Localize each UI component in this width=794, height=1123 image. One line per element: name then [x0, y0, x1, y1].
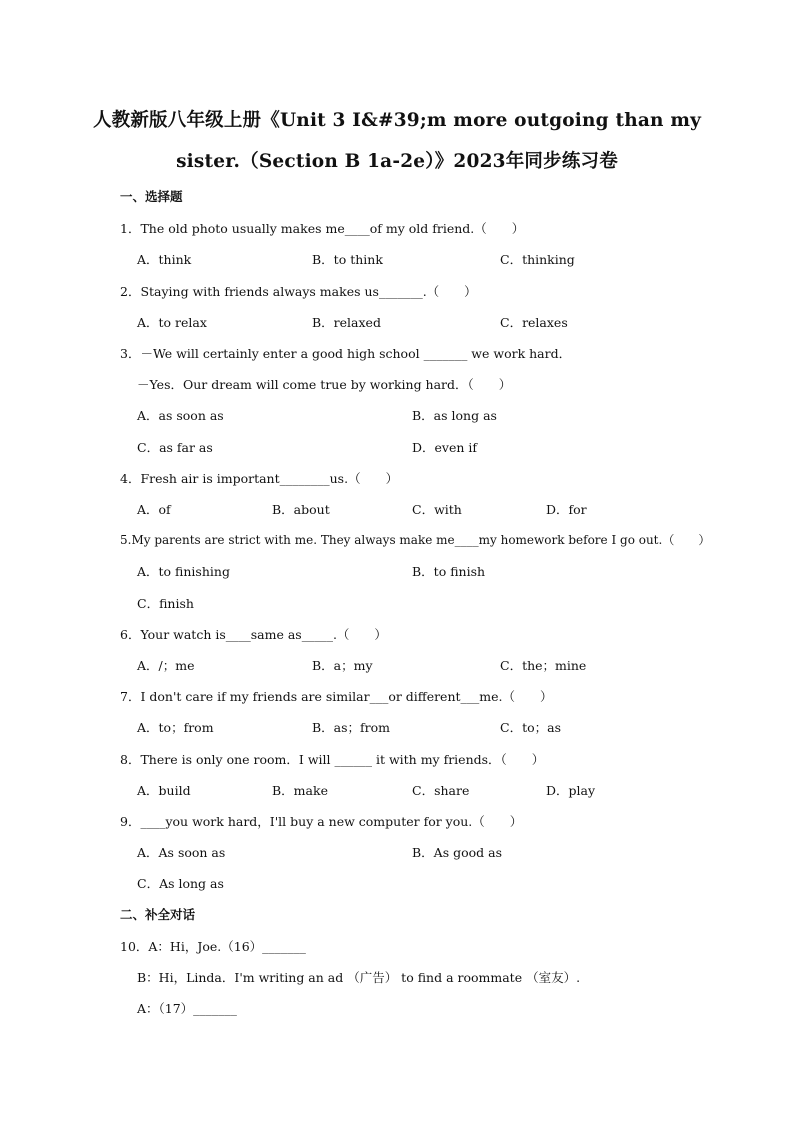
question-9-option-b: B．As good as	[412, 845, 502, 860]
question-1-option-c: C．thinking	[500, 252, 575, 267]
question-8-option-a: A．build	[137, 783, 191, 798]
question-7-option-a: A．to；from	[137, 720, 214, 735]
question-1-option-b: B．to think	[312, 252, 383, 267]
question-8-option-d: D．play	[546, 783, 596, 798]
question-9-option-a: A．As soon as	[137, 845, 226, 860]
question-3-option-a: A．as soon as	[137, 408, 224, 423]
question-3-stem: 3．－We will certainly enter a good high school _______ we work hard．	[120, 346, 572, 361]
question-10-line-b1: B：Hi，Linda．I'm writing an ad （广告） to find a roommate （室友）.	[137, 970, 581, 985]
question-2-stem: 2．Staying with friends always makes us_______.（ ）	[120, 284, 477, 299]
question-3-option-c: C．as far as	[137, 440, 213, 455]
question-8-option-b: B．make	[272, 783, 328, 798]
question-7-option-b: B．as；from	[312, 720, 391, 735]
question-5-option-c: C．finish	[137, 596, 194, 611]
question-2-option-a: A．to relax	[137, 315, 207, 330]
question-4-option-b: B．about	[272, 502, 330, 517]
question-8-option-c: C．share	[412, 783, 470, 798]
doc-title-line-2: sister.（Section B 1a-2e）》2023年同步练习卷	[176, 151, 618, 172]
question-3-stem-reply: －Yes．Our dream will come true by working hard．（ ）	[137, 377, 512, 392]
question-10-line-a1: 10．A：Hi，Joe.（16）_______	[120, 939, 306, 954]
question-9-option-c: C．As long as	[137, 876, 224, 891]
question-4-option-a: A．of	[137, 502, 171, 517]
question-7-stem: 7．I don't care if my friends are similar___or different___me.（ ）	[120, 689, 553, 704]
question-3-option-d: D．even if	[412, 440, 478, 455]
question-3-option-b: B．as long as	[412, 408, 497, 423]
question-5-option-a: A．to finishing	[137, 564, 230, 579]
question-8-stem: 8．There is only one room．I will ______ it with my friends．（ ）	[120, 752, 545, 767]
question-2-option-c: C．relaxes	[500, 315, 568, 330]
question-10-line-a2: A：（17）_______	[137, 1001, 237, 1016]
question-9-stem: 9．____you work hard，I'll buy a new computer for you.（ ）	[120, 814, 523, 829]
doc-title-line-1: 人教新版八年级上册《Unit 3 I&#39;m more outgoing than my	[92, 110, 702, 131]
question-6-option-c: C．the；mine	[500, 658, 587, 673]
question-5-stem: 5.My parents are strict with me. They always make me____my homework before I go out.（ ）	[120, 533, 711, 547]
section-heading-choice: 一、选择题	[120, 189, 183, 204]
question-1-option-a: A．think	[137, 252, 192, 267]
question-4-stem: 4．Fresh air is important________us.（ ）	[120, 471, 399, 486]
question-6-stem: 6．Your watch is____same as_____.（ ）	[120, 627, 387, 642]
question-7-option-c: C．to；as	[500, 720, 561, 735]
question-2-option-b: B．relaxed	[312, 315, 381, 330]
question-6-option-b: B．a；my	[312, 658, 373, 673]
question-6-option-a: A．/；me	[137, 658, 195, 673]
question-1-stem: 1．The old photo usually makes me____of my old friend.（ ）	[120, 221, 525, 236]
section-heading-dialogue: 二、补全对话	[120, 907, 196, 922]
question-4-option-d: D．for	[546, 502, 587, 517]
question-4-option-c: C．with	[412, 502, 462, 517]
question-5-option-b: B．to finish	[412, 564, 486, 579]
